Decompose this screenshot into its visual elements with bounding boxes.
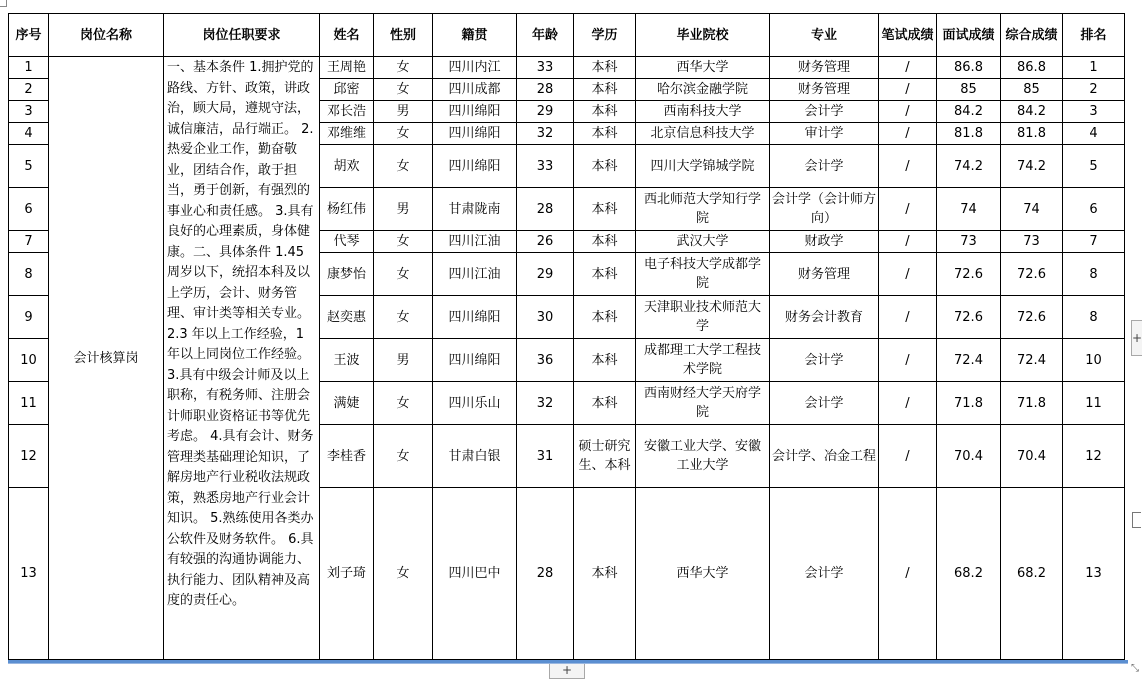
cell-school[interactable]: 电子科技大学成都学院 [636, 253, 770, 296]
cell-gender[interactable]: 女 [374, 425, 433, 488]
cell-total[interactable]: 84.2 [1001, 101, 1063, 123]
cell-interview[interactable]: 81.8 [937, 123, 1001, 145]
cell-education[interactable]: 本科 [574, 123, 636, 145]
header-seq[interactable]: 序号 [9, 14, 49, 57]
cell-total[interactable]: 74.2 [1001, 145, 1063, 188]
cell-total[interactable]: 70.4 [1001, 425, 1063, 488]
cell-total[interactable]: 85 [1001, 79, 1063, 101]
cell-written[interactable]: / [879, 231, 937, 253]
cell-written[interactable]: / [879, 101, 937, 123]
cell-education[interactable]: 本科 [574, 188, 636, 231]
cell-name[interactable]: 赵奕惠 [320, 296, 374, 339]
cell-school[interactable]: 西华大学 [636, 57, 770, 79]
cell-origin[interactable]: 四川巴中 [433, 488, 517, 660]
cell-total[interactable]: 81.8 [1001, 123, 1063, 145]
cell-origin[interactable]: 四川江油 [433, 231, 517, 253]
cell-written[interactable]: / [879, 488, 937, 660]
cell-name[interactable]: 王周艳 [320, 57, 374, 79]
cell-major[interactable]: 财务会计教育 [770, 296, 879, 339]
cell-school[interactable]: 安徽工业大学、安徽工业大学 [636, 425, 770, 488]
cell-seq[interactable]: 6 [9, 188, 49, 231]
cell-age[interactable]: 26 [517, 231, 574, 253]
cell-major[interactable]: 财政学 [770, 231, 879, 253]
cell-written[interactable]: / [879, 425, 937, 488]
cell-origin[interactable]: 甘肃陇南 [433, 188, 517, 231]
header-gender[interactable]: 性别 [374, 14, 433, 57]
header-written[interactable]: 笔试成绩 [879, 14, 937, 57]
cell-gender[interactable]: 女 [374, 231, 433, 253]
cell-written[interactable]: / [879, 145, 937, 188]
cell-name[interactable]: 胡欢 [320, 145, 374, 188]
header-total[interactable]: 综合成绩 [1001, 14, 1063, 57]
cell-rank[interactable]: 7 [1063, 231, 1125, 253]
cell-rank[interactable]: 13 [1063, 488, 1125, 660]
cell-rank[interactable]: 10 [1063, 339, 1125, 382]
cell-school[interactable]: 天津职业技术师范大学 [636, 296, 770, 339]
cell-seq[interactable]: 4 [9, 123, 49, 145]
cell-education[interactable]: 本科 [574, 101, 636, 123]
cell-name[interactable]: 邓长浩 [320, 101, 374, 123]
header-school[interactable]: 毕业院校 [636, 14, 770, 57]
cell-written[interactable]: / [879, 123, 937, 145]
cell-written[interactable]: / [879, 382, 937, 425]
cell-written[interactable]: / [879, 79, 937, 101]
cell-interview[interactable]: 72.6 [937, 296, 1001, 339]
cell-age[interactable]: 29 [517, 253, 574, 296]
cell-total[interactable]: 71.8 [1001, 382, 1063, 425]
add-row-button[interactable]: + [549, 664, 585, 679]
cell-age[interactable]: 32 [517, 123, 574, 145]
cell-major[interactable]: 会计学 [770, 145, 879, 188]
cell-origin[interactable]: 甘肃白银 [433, 425, 517, 488]
cell-interview[interactable]: 74.2 [937, 145, 1001, 188]
cell-rank[interactable]: 11 [1063, 382, 1125, 425]
cell-rank[interactable]: 5 [1063, 145, 1125, 188]
cell-major[interactable]: 审计学 [770, 123, 879, 145]
cell-age[interactable]: 28 [517, 79, 574, 101]
header-education[interactable]: 学历 [574, 14, 636, 57]
cell-name[interactable]: 王波 [320, 339, 374, 382]
cell-seq[interactable]: 5 [9, 145, 49, 188]
cell-origin[interactable]: 四川乐山 [433, 382, 517, 425]
cell-gender[interactable]: 女 [374, 79, 433, 101]
table-body [9, 57, 1125, 660]
header-name[interactable]: 姓名 [320, 14, 374, 57]
header-major[interactable]: 专业 [770, 14, 879, 57]
cell-education[interactable]: 本科 [574, 296, 636, 339]
cell-origin[interactable]: 四川绵阳 [433, 101, 517, 123]
cell-seq[interactable]: 3 [9, 101, 49, 123]
cell-written[interactable]: / [879, 253, 937, 296]
cell-gender[interactable]: 女 [374, 382, 433, 425]
cell-interview[interactable]: 86.8 [937, 57, 1001, 79]
cell-education[interactable]: 本科 [574, 253, 636, 296]
cell-total[interactable]: 72.6 [1001, 253, 1063, 296]
cell-major[interactable]: 财务管理 [770, 79, 879, 101]
cell-major[interactable]: 财务管理 [770, 253, 879, 296]
cell-major[interactable]: 会计学 [770, 101, 879, 123]
cell-education[interactable]: 本科 [574, 145, 636, 188]
cell-gender[interactable]: 女 [374, 123, 433, 145]
cell-education[interactable]: 本科 [574, 339, 636, 382]
cell-education[interactable]: 本科 [574, 57, 636, 79]
cell-seq[interactable]: 1 [9, 57, 49, 79]
cell-age[interactable]: 31 [517, 425, 574, 488]
cell-written[interactable]: / [879, 57, 937, 79]
cell-origin[interactable]: 四川绵阳 [433, 296, 517, 339]
cell-written[interactable]: / [879, 296, 937, 339]
cell-seq[interactable]: 8 [9, 253, 49, 296]
cell-interview[interactable]: 71.8 [937, 382, 1001, 425]
cell-rank[interactable]: 8 [1063, 296, 1125, 339]
cell-school[interactable]: 哈尔滨金融学院 [636, 79, 770, 101]
resize-handle-icon[interactable]: ⤡ [1131, 663, 1139, 674]
cell-age[interactable]: 33 [517, 57, 574, 79]
cell-rank[interactable]: 3 [1063, 101, 1125, 123]
header-age[interactable]: 年龄 [517, 14, 574, 57]
cell-age[interactable]: 28 [517, 188, 574, 231]
add-column-button[interactable]: + [1131, 320, 1142, 356]
cell-origin[interactable]: 四川成都 [433, 79, 517, 101]
header-row [9, 14, 1125, 57]
cell-seq[interactable]: 9 [9, 296, 49, 339]
cell-total[interactable]: 86.8 [1001, 57, 1063, 79]
cell-rank[interactable]: 12 [1063, 425, 1125, 488]
cell-origin[interactable]: 四川内江 [433, 57, 517, 79]
cell-name[interactable]: 邱密 [320, 79, 374, 101]
cell-major[interactable]: 会计学、冶金工程 [770, 425, 879, 488]
cell-school[interactable]: 北京信息科技大学 [636, 123, 770, 145]
cell-name[interactable]: 刘子琦 [320, 488, 374, 660]
cell-written[interactable]: / [879, 188, 937, 231]
cell-major[interactable]: 会计学 [770, 488, 879, 660]
cell-interview[interactable]: 68.2 [937, 488, 1001, 660]
cell-education[interactable]: 本科 [574, 231, 636, 253]
cell-major[interactable]: 会计学 [770, 382, 879, 425]
cell-school[interactable]: 西华大学 [636, 488, 770, 660]
corner-marker [0, 0, 7, 7]
cell-school[interactable]: 成都理工大学工程技术学院 [636, 339, 770, 382]
cell-gender[interactable]: 女 [374, 296, 433, 339]
cell-position[interactable]: 会计核算岗 [49, 57, 164, 660]
cell-age[interactable]: 29 [517, 101, 574, 123]
cell-gender[interactable]: 男 [374, 101, 433, 123]
cell-origin[interactable]: 四川江油 [433, 253, 517, 296]
cell-education[interactable]: 本科 [574, 488, 636, 660]
cell-interview[interactable]: 74 [937, 188, 1001, 231]
header-origin[interactable]: 籍贯 [433, 14, 517, 57]
cell-name[interactable]: 满婕 [320, 382, 374, 425]
cell-rank[interactable]: 1 [1063, 57, 1125, 79]
cell-interview[interactable]: 70.4 [937, 425, 1001, 488]
cell-seq[interactable]: 2 [9, 79, 49, 101]
cell-education[interactable]: 本科 [574, 79, 636, 101]
cell-seq[interactable]: 7 [9, 231, 49, 253]
cell-name[interactable]: 代琴 [320, 231, 374, 253]
cell-total[interactable]: 74 [1001, 188, 1063, 231]
cell-school[interactable]: 西南财经大学天府学院 [636, 382, 770, 425]
cell-gender[interactable]: 女 [374, 145, 433, 188]
header-position[interactable]: 岗位名称 [49, 14, 164, 57]
cell-total[interactable]: 73 [1001, 231, 1063, 253]
cell-gender[interactable]: 女 [374, 253, 433, 296]
results-table [8, 13, 1125, 660]
header-rank[interactable]: 排名 [1063, 14, 1125, 57]
cell-requirements[interactable]: 一、基本条件 1.拥护党的路线、方针、政策，讲政治，顾大局，遵规守法，诚信廉洁，品行端正。 2.热爱企业工作，勤奋敬业，团结合作，敢于担当，勇于创新，有强烈的事业心和责任感。 3.具有良好的心理素质，身体健康。二、具体条件 1.45 周岁以下，统招本科及以上学历，会计、财务管理、审计类等相关专业。2.3 年以上工作经验，1 年以上同岗位工作经验。 3.具有中级会计师及以上职称，有税务师、注册会计师职业资格证书等优先考虑。 4.具有会计、财务管理类基础理论知识，了解房地产行业税收法规政策，熟悉房地产行业会计知识。 5.熟练使用各类办公软件及财务软件。 6.具有较强的沟通协调能力、执行能力、团队精神及高度的责任心。 [164, 57, 320, 660]
table-row [9, 57, 1125, 79]
cell-seq[interactable]: 11 [9, 382, 49, 425]
cell-written[interactable]: / [879, 339, 937, 382]
cell-education[interactable]: 硕士研究生、本科 [574, 425, 636, 488]
cell-name[interactable]: 李桂香 [320, 425, 374, 488]
cell-rank[interactable]: 2 [1063, 79, 1125, 101]
cell-school[interactable]: 四川大学锦城学院 [636, 145, 770, 188]
cell-total[interactable]: 72.4 [1001, 339, 1063, 382]
cell-total[interactable]: 72.6 [1001, 296, 1063, 339]
cell-major[interactable]: 会计学 [770, 339, 879, 382]
cell-gender[interactable]: 女 [374, 488, 433, 660]
cell-origin[interactable]: 四川绵阳 [433, 123, 517, 145]
cell-school[interactable]: 武汉大学 [636, 231, 770, 253]
cell-gender[interactable]: 男 [374, 339, 433, 382]
cell-interview[interactable]: 73 [937, 231, 1001, 253]
cell-seq[interactable]: 10 [9, 339, 49, 382]
cell-school[interactable]: 西南科技大学 [636, 101, 770, 123]
cell-major[interactable]: 会计学（会计师方向） [770, 188, 879, 231]
cell-total[interactable]: 68.2 [1001, 488, 1063, 660]
cell-rank[interactable]: 8 [1063, 253, 1125, 296]
cell-age[interactable]: 30 [517, 296, 574, 339]
cell-name[interactable]: 康梦怡 [320, 253, 374, 296]
cell-rank[interactable]: 6 [1063, 188, 1125, 231]
cell-interview[interactable]: 72.4 [937, 339, 1001, 382]
cell-major[interactable]: 财务管理 [770, 57, 879, 79]
cell-rank[interactable]: 4 [1063, 123, 1125, 145]
cell-gender[interactable]: 女 [374, 57, 433, 79]
cell-age[interactable]: 32 [517, 382, 574, 425]
header-interview[interactable]: 面试成绩 [937, 14, 1001, 57]
cell-interview[interactable]: 84.2 [937, 101, 1001, 123]
cell-age[interactable]: 28 [517, 488, 574, 660]
cell-seq[interactable]: 13 [9, 488, 49, 660]
cell-name[interactable]: 杨红伟 [320, 188, 374, 231]
cell-school[interactable]: 西北师范大学知行学院 [636, 188, 770, 231]
side-marker [1132, 512, 1141, 528]
cell-interview[interactable]: 85 [937, 79, 1001, 101]
cell-gender[interactable]: 男 [374, 188, 433, 231]
header-requirements[interactable]: 岗位任职要求 [164, 14, 320, 57]
cell-name[interactable]: 邓维维 [320, 123, 374, 145]
cell-age[interactable]: 33 [517, 145, 574, 188]
cell-origin[interactable]: 四川绵阳 [433, 339, 517, 382]
cell-age[interactable]: 36 [517, 339, 574, 382]
cell-seq[interactable]: 12 [9, 425, 49, 488]
cell-origin[interactable]: 四川绵阳 [433, 145, 517, 188]
cell-education[interactable]: 本科 [574, 382, 636, 425]
cell-interview[interactable]: 72.6 [937, 253, 1001, 296]
